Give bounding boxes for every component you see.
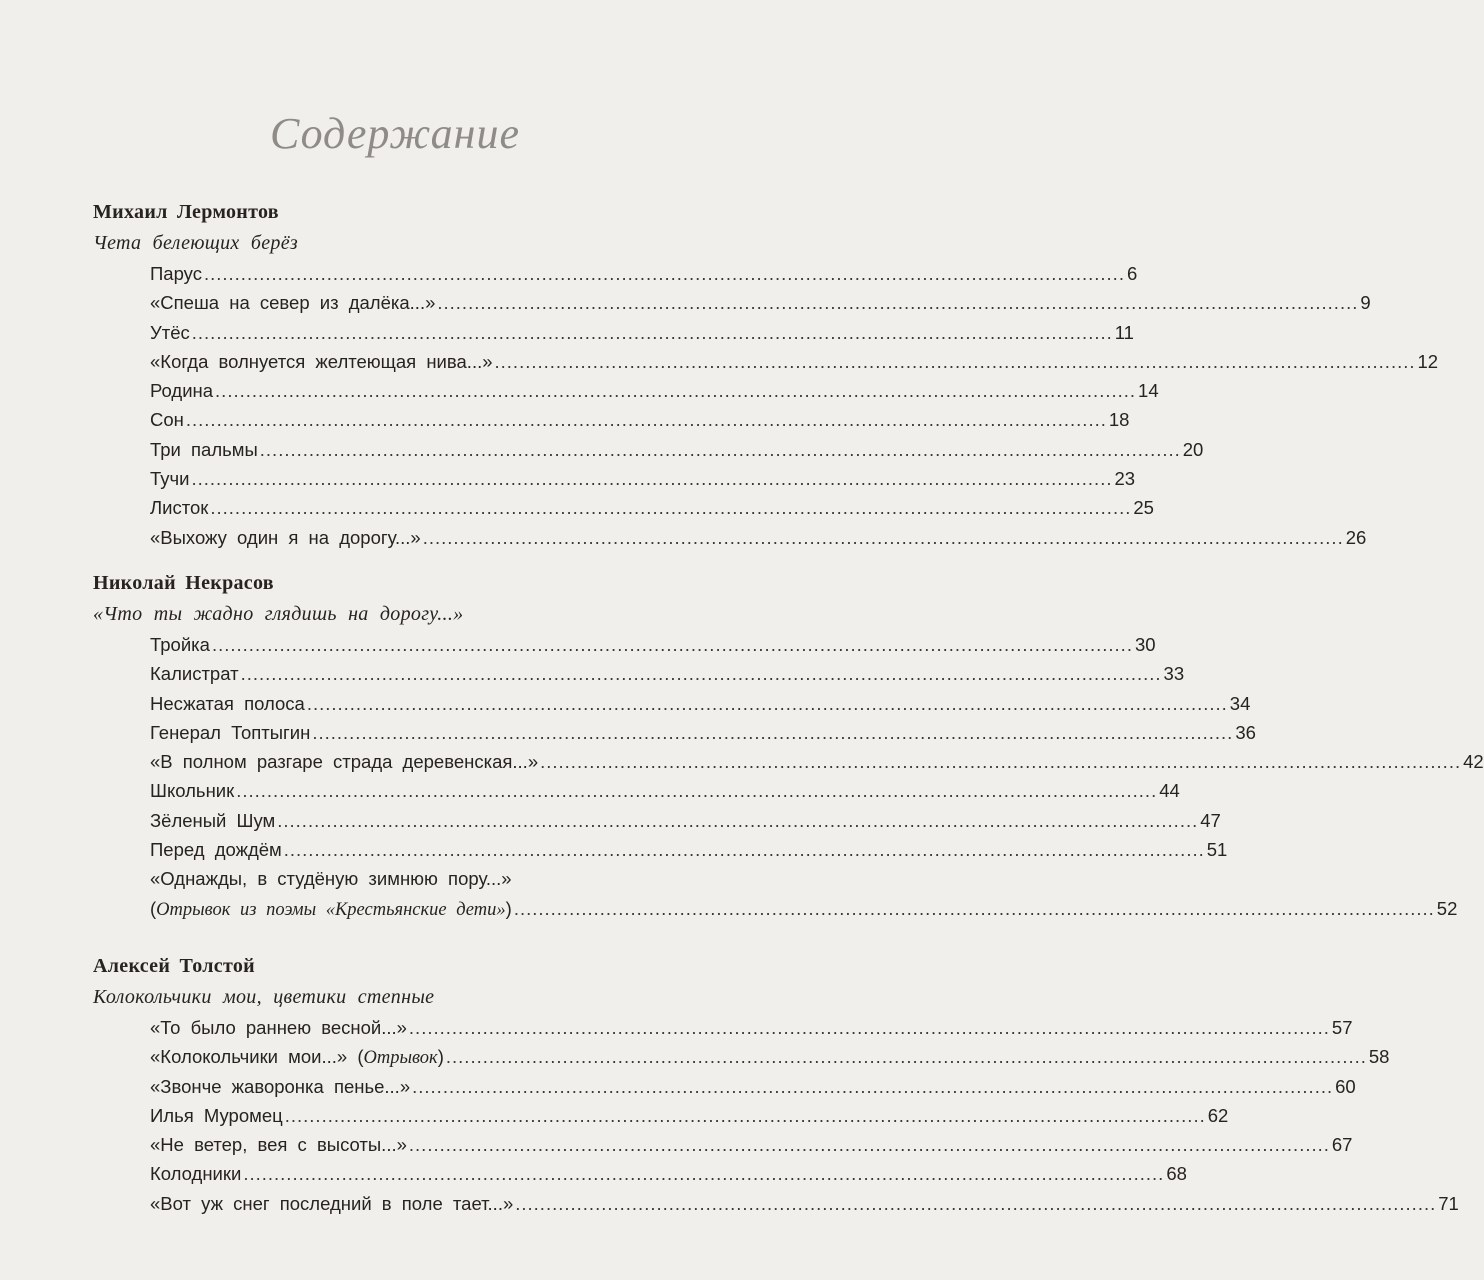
entry-page: 51 [1206, 839, 1228, 861]
toc-entry [150, 659, 1185, 688]
entry-page: 25 [1133, 497, 1154, 519]
toc-entry [150, 376, 1159, 405]
entry-page: 34 [1229, 692, 1251, 714]
entry-page: 33 [1163, 663, 1185, 685]
entry-title: Парус [150, 263, 202, 284]
entry-page: 67 [1331, 1134, 1353, 1156]
toc-section-lermontov [93, 197, 1439, 552]
dot-leader: ...................................................................................................................................................... [515, 1192, 1437, 1214]
dot-leader: ...................................................................................................................................................... [191, 468, 1113, 490]
toc-entries [150, 259, 1439, 552]
section-author: Николай Некрасов [93, 572, 274, 594]
entry-page: 26 [1345, 526, 1367, 548]
toc-entry [150, 806, 1221, 835]
section-subtitle: «Что ты жадно глядишь на дорогу...» [93, 603, 464, 625]
entry-title: «Вот уж снег последний в поле тает...» [150, 1192, 514, 1214]
dot-leader: ...................................................................................................................................................... [211, 634, 1133, 655]
toc-entries [150, 630, 1484, 864]
section-subtitle: Колокольчики мои, цветики степные [93, 986, 435, 1008]
toc-entry [150, 1130, 1353, 1159]
entry-title: Тройка [150, 634, 210, 655]
entry-title: Илья Муромец [150, 1104, 283, 1126]
dot-leader: ...................................................................................................................................................... [312, 721, 1234, 743]
dot-leader: ...................................................................................................................................................... [437, 292, 1359, 314]
toc-entry [150, 776, 1180, 805]
toc-entry [150, 1072, 1356, 1101]
section-author: Михаил Лермонтов [93, 201, 279, 223]
dot-leader: ...................................................................................................................................................... [210, 497, 1132, 519]
toc-entry [150, 689, 1251, 718]
entry-page: 52 [1436, 897, 1458, 919]
dot-leader: ...................................................................................................................................................... [240, 663, 1162, 685]
toc-entry [150, 523, 1367, 552]
dot-leader: ...................................................................................................................................................... [215, 380, 1137, 402]
toc-entry [150, 464, 1136, 493]
entry-title: Колодники [150, 1163, 242, 1185]
dot-leader: ...................................................................................................................................................... [445, 1046, 1367, 1068]
toc-entry-multiline [150, 864, 1458, 923]
entry-title: Утёс [150, 321, 190, 343]
entry-page: 9 [1360, 292, 1371, 314]
entry-page: 20 [1182, 438, 1204, 460]
entry-title: «В полном разгаре страда деревенская...» [150, 751, 539, 773]
dot-leader: ...................................................................................................................................................... [243, 1163, 1165, 1185]
entry-title: Школьник [150, 780, 235, 802]
entry-page: 68 [1166, 1163, 1187, 1185]
entry-title-line2: (Отрывок из поэмы «Крестьянские дети») [150, 897, 512, 920]
entry-title: Зёленый Шум [150, 809, 276, 831]
entry-title: Тучи [150, 468, 190, 490]
entry-page: 60 [1335, 1075, 1356, 1097]
toc-entry [150, 259, 1138, 288]
dot-leader: ...................................................................................................................................................... [412, 1075, 1334, 1097]
toc-entry [150, 630, 1156, 659]
section-author: Алексей Толстой [93, 955, 255, 977]
toc-entry [150, 347, 1439, 376]
dot-leader: ...................................................................................................................................................... [494, 350, 1416, 372]
entry-page: 23 [1114, 468, 1136, 490]
entry-page: 14 [1138, 380, 1159, 402]
toc-entry [150, 1101, 1229, 1130]
entry-title: «Колокольчики мои...» (Отрывок) [150, 1046, 444, 1069]
toc-entry [150, 1189, 1459, 1218]
toc-entry [150, 747, 1484, 776]
toc-entry [150, 318, 1134, 347]
entry-page: 47 [1200, 809, 1221, 831]
entry-title: Три пальмы [150, 438, 258, 460]
entry-title: Сон [150, 409, 184, 431]
toc-entry [150, 288, 1371, 317]
section-subtitle: Чета белеющих берёз [93, 232, 299, 254]
entry-title: Родина [150, 380, 214, 402]
entry-title: Перед дождём [150, 839, 282, 861]
entry-title: «Выхожу один я на дорогу...» [150, 526, 421, 548]
toc-entry [150, 405, 1130, 434]
entry-page: 58 [1368, 1046, 1390, 1068]
entry-title: Несжатая полоса [150, 692, 305, 714]
entry-title: «Звонче жаворонка пенье...» [150, 1075, 411, 1097]
dot-leader: ...................................................................................................................................................... [185, 409, 1107, 431]
entry-page: 71 [1438, 1192, 1459, 1214]
entry-page: 18 [1108, 409, 1130, 431]
toc-entry [150, 835, 1228, 864]
toc-entry [150, 1159, 1187, 1188]
entry-title: «Когда волнуется желтеющая нива...» [150, 350, 493, 372]
entry-title: Листок [150, 497, 209, 519]
entry-page: 44 [1159, 780, 1180, 802]
entry-page: 12 [1417, 350, 1439, 372]
entry-page: 30 [1134, 634, 1156, 655]
dot-leader: ...................................................................................................................................................... [203, 263, 1125, 284]
dot-leader: ...................................................................................................................................................... [284, 1104, 1206, 1126]
dot-leader: ...................................................................................................................................................... [306, 692, 1228, 714]
entry-title: Генерал Топтыгин [150, 721, 311, 743]
toc-entries [150, 1013, 1459, 1218]
dot-leader: ...................................................................................................................................................... [408, 1017, 1330, 1038]
page-title: Содержание [269, 109, 520, 158]
toc-entry [150, 435, 1204, 464]
toc-entry [150, 1013, 1353, 1042]
entry-page: 11 [1114, 321, 1134, 343]
toc-entry [150, 493, 1154, 522]
entry-page: 57 [1331, 1017, 1353, 1038]
dot-leader: ...................................................................................................................................................... [191, 321, 1113, 343]
dot-leader: ...................................................................................................................................................... [277, 809, 1199, 831]
toc-entry [150, 894, 1458, 923]
entry-page: 6 [1126, 263, 1138, 284]
entry-title: «То было раннею весной...» [150, 1017, 407, 1038]
entry-page: 62 [1207, 1104, 1229, 1126]
entry-title: «Не ветер, вея с высоты...» [150, 1134, 407, 1156]
dot-leader: ...................................................................................................................................................... [283, 839, 1205, 861]
dot-leader: ...................................................................................................................................................... [236, 780, 1158, 802]
dot-leader: ...................................................................................................................................................... [259, 438, 1181, 460]
dot-leader: ...................................................................................................................................................... [422, 526, 1344, 548]
entry-title: Калистрат [150, 663, 239, 685]
entry-page: 42 [1463, 751, 1484, 773]
dot-leader: ...................................................................................................................................................... [540, 751, 1462, 773]
entry-title-line1: «Однажды, в студёную зимнюю пору...» [150, 868, 512, 890]
toc-entry [150, 718, 1256, 747]
toc-section-nekrasov [93, 568, 1484, 923]
toc-entry [150, 1042, 1390, 1071]
entry-title: «Спеша на север из далёка...» [150, 292, 436, 314]
dot-leader: ...................................................................................................................................................... [408, 1134, 1330, 1156]
toc-section-tolstoy [93, 951, 1459, 1218]
entry-page: 36 [1235, 721, 1256, 743]
dot-leader: ...................................................................................................................................................... [513, 897, 1435, 919]
